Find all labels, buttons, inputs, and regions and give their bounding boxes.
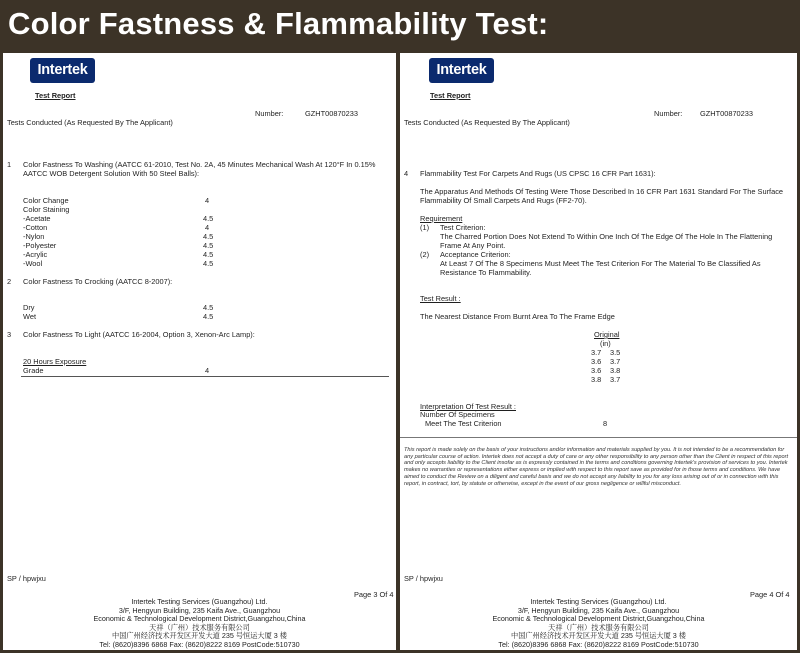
report-title: Test Report (430, 91, 471, 100)
distance-value: 3.7 (591, 348, 602, 357)
crocking-label: Dry (23, 303, 35, 312)
company-address-cn: 中国广州经济技术开发区开发大道 235 号恒运大厦 3 楼 (511, 631, 686, 641)
light-title: Color Fastness To Light (AATCC 16-2004, Option 3, Xenon-Arc Lamp): (23, 330, 255, 339)
company-name: Intertek Testing Services (Guangzhou) Ltd. (131, 597, 268, 606)
signer-code: SP / hpwjxu (404, 574, 443, 583)
report-page-4 (400, 53, 797, 650)
acceptance-criterion-line1: At Least 7 Of The 8 Specimens Must Meet The Test Criterion For The Material To Be Classified As (440, 259, 761, 268)
banner (0, 0, 800, 52)
staining-label: -Acetate (23, 214, 51, 223)
company-address: 3/F, Hengyun Building, 235 Kaifa Ave., Guangzhou (118, 605, 281, 615)
crocking-title: Color Fastness To Crocking (AATCC 8-2007): (23, 277, 173, 286)
crocking-label: Wet (23, 312, 37, 321)
test-criterion-title: Test Criterion: (440, 223, 486, 232)
company-address: 3/F, Hengyun Building, 235 Kaifa Ave., Guangzhou (517, 605, 680, 615)
acceptance-criterion-line2: Resistance To Flammability. (440, 268, 532, 277)
distance-value: 3.8 (591, 375, 602, 384)
original-heading: Original (594, 330, 620, 339)
section-number: 1 (7, 160, 12, 169)
company-name-cn: 天祥（广州）技术服务有限公司 (149, 622, 250, 632)
meet-criterion-value: 8 (603, 419, 608, 428)
flammability-title: Flammability Test For Carpets And Rugs (US CPSC 16 CFR Part 1631): (420, 169, 656, 178)
report-number: GZHT00870233 (305, 109, 358, 118)
distance-value: 3.6 (591, 366, 602, 375)
staining-value: 4 (205, 223, 210, 232)
method-line2: Flammability Of Small Carpets And Rugs (FF2-70). (420, 196, 587, 205)
section-number: 3 (7, 330, 12, 339)
staining-label: -Acrylic (23, 250, 48, 259)
number-label: Number: (654, 109, 683, 118)
report-page-3 (3, 53, 396, 650)
nearest-distance-label: The Nearest Distance From Burnt Area To The Frame Edge (420, 312, 615, 321)
unit-label: (in) (600, 339, 611, 348)
company-footer (3, 598, 396, 650)
distance-value: 3.7 (610, 375, 621, 384)
crocking-value: 4.5 (203, 303, 214, 312)
color-staining-label: Color Staining (23, 205, 70, 214)
meet-criterion-label: Meet The Test Criterion (425, 419, 502, 428)
report-title: Test Report (35, 91, 76, 100)
page-number: Page 3 Of 4 (354, 590, 394, 599)
staining-value: 4.5 (203, 232, 214, 241)
staining-value: 4.5 (203, 241, 214, 250)
company-district: Economic & Technological Development District,Guangzhou,China (93, 614, 306, 624)
company-contact: Tel: (8620)8396 6868 Fax: (8620)8222 8169 PostCode:510730 (498, 639, 699, 649)
interpretation-heading: Interpretation Of Test Result : (420, 402, 516, 411)
company-district: Economic & Technological Development District,Guangzhou,China (492, 614, 705, 624)
banner-title: Color Fastness & Flammability Test: (8, 6, 549, 41)
test-result-heading: Test Result : (420, 294, 461, 303)
staining-label: -Polyester (23, 241, 57, 250)
grade-value: 4 (205, 366, 210, 375)
signer-code: SP / hpwjxu (7, 574, 46, 583)
staining-label: -Wool (23, 259, 43, 268)
test-criterion-line2: Frame At Any Point. (440, 241, 506, 250)
distance-value: 3.6 (591, 357, 602, 366)
tests-conducted: Tests Conducted (As Requested By The Applicant) (7, 118, 173, 127)
staining-label: -Nylon (23, 232, 45, 241)
company-address-cn: 中国广州经济技术开发区开发大道 235 号恒运大厦 3 楼 (112, 631, 287, 641)
company-name: Intertek Testing Services (Guangzhou) Ltd. (530, 597, 667, 606)
section-number: 4 (404, 169, 409, 178)
grade-label: Grade (23, 366, 44, 375)
color-change-label: Color Change (23, 196, 69, 205)
section-divider (21, 376, 389, 377)
intertek-logo: Intertek (429, 58, 494, 83)
staining-value: 4.5 (203, 250, 214, 259)
test-criterion-line1: The Charred Portion Does Not Extend To Within One Inch Of The Edge Of The Hole In The Flattening (440, 232, 773, 241)
washing-title-line1: Color Fastness To Washing (AATCC 61-2010, Test No. 2A, 45 Minutes Mechanical Wash At 120°F In 0.15% (23, 160, 376, 169)
disclaimer-text: This report is made solely on the basis of your instructions and/or information and materials supplied by you. It is not intended to be a recommendation for any particular course of action. Intertek does not accept a duty of care or any other responsibility to any person other than the Client in respect of this report and only accepts liability to the Client insofar as is expressly contained in the terms and conditions governing Intertek's provision of services to you. Intertek makes no warranties or representations either express or implied with respect to this report save as provided for in those terms and conditions. We have aimed to conduct the Review on a diligent and careful basis and we do not accept any liability to you for any loss arising out of or in connection with this report, in contract, tort, by statute or otherwise, except in the event of our gross negligence or willful misconduct. (404, 447, 789, 487)
company-name-cn: 天祥（广州）技术服务有限公司 (548, 622, 649, 632)
section-number: 2 (7, 277, 12, 286)
color-change-value: 4 (205, 196, 210, 205)
page-number: Page 4 Of 4 (750, 590, 790, 599)
exposure-label: 20 Hours Exposure (23, 357, 87, 366)
staining-value: 4.5 (203, 214, 214, 223)
disclaimer-divider (400, 437, 797, 438)
staining-value: 4.5 (203, 259, 214, 268)
company-footer (400, 598, 797, 650)
washing-title-line2: AATCC WOB Detergent Solution With 50 Steel Balls): (23, 169, 200, 178)
num-specimens-label: Number Of Specimens (420, 410, 495, 419)
number-label: Number: (255, 109, 284, 118)
requirement-heading: Requirement (420, 214, 463, 223)
crocking-value: 4.5 (203, 312, 214, 321)
intertek-logo: Intertek (30, 58, 95, 83)
method-line1: The Apparatus And Methods Of Testing Were Those Described In 16 CFR Part 1631 Standard For The Surface (420, 187, 784, 196)
criterion-number: (2) (420, 250, 430, 259)
report-number: GZHT00870233 (700, 109, 753, 118)
distance-value: 3.5 (610, 348, 621, 357)
acceptance-criterion-title: Acceptance Criterion: (440, 250, 511, 259)
company-contact: Tel: (8620)8396 6868 Fax: (8620)8222 8169 PostCode:510730 (99, 639, 300, 649)
staining-label: -Cotton (23, 223, 48, 232)
distance-value: 3.7 (610, 357, 621, 366)
tests-conducted: Tests Conducted (As Requested By The Applicant) (404, 118, 570, 127)
criterion-number: (1) (420, 223, 430, 232)
distance-value: 3.8 (610, 366, 621, 375)
